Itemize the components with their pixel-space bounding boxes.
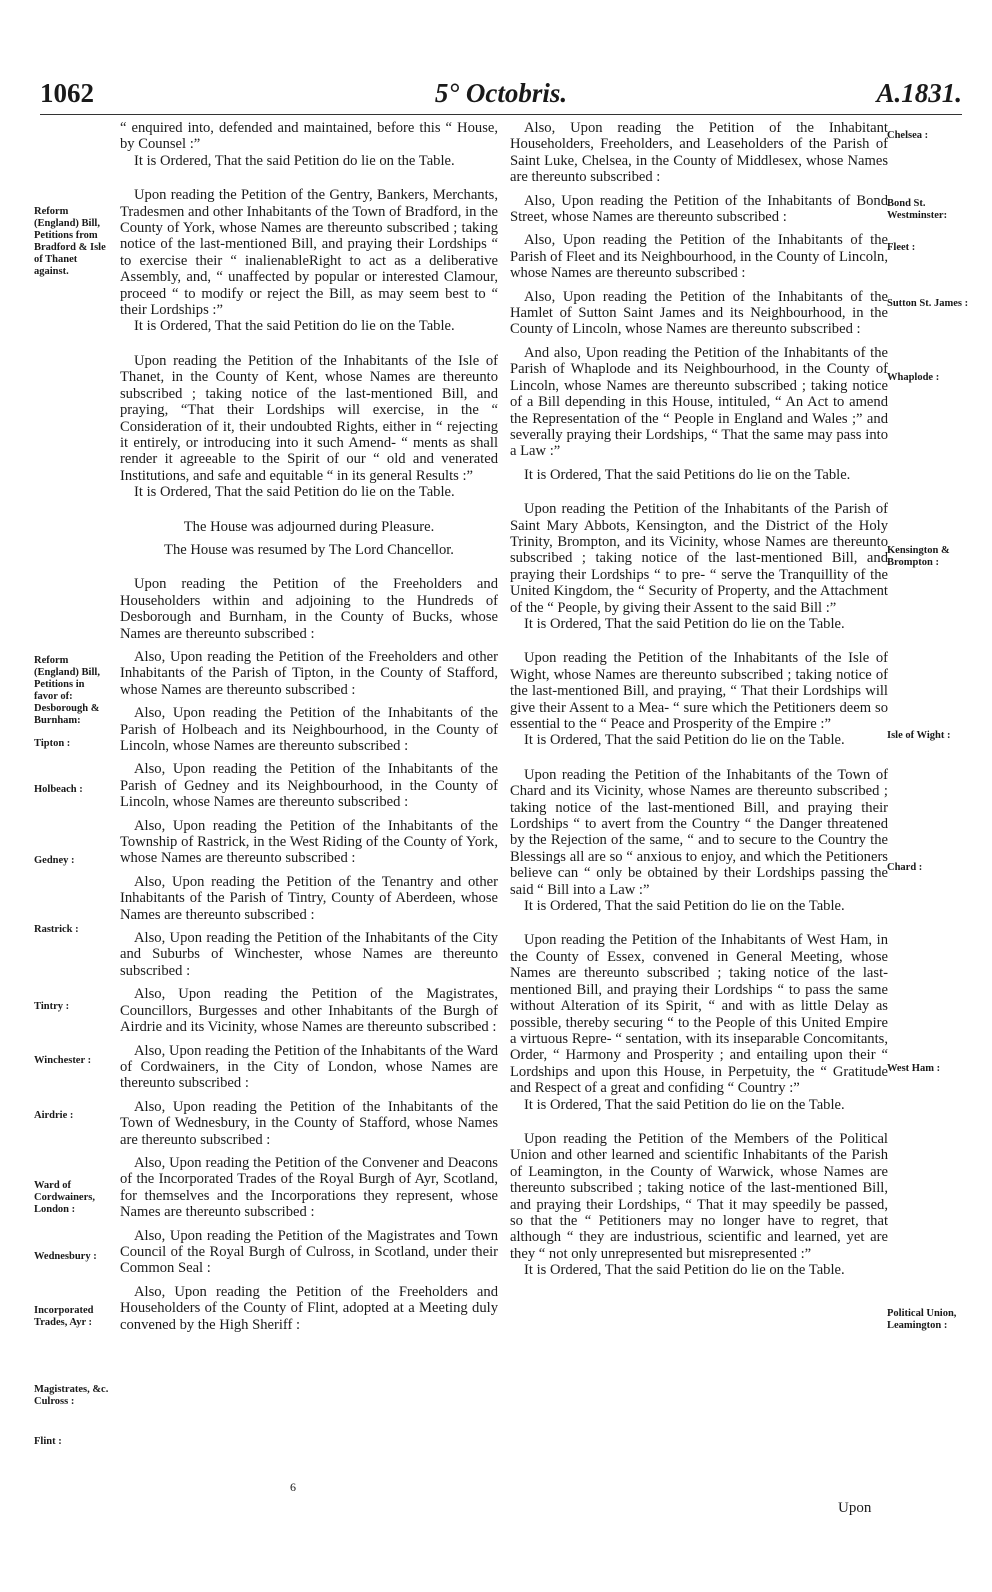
paragraph: Also, Upon reading the Petition of the Inhabitants of the Parish of Gedney and its Neighbourhood, in the County of Lincoln, whose Names are thereunto subscribed : [120, 761, 498, 811]
resumption-note: The House was resumed by The Lord Chancellor. [164, 541, 454, 558]
paragraph: Also, Upon reading the Petition of the Convener and Deacons of the Incorporated Trades of the Royal Burgh of Ayr, Scotland, for themselves and the Incorporations they represent, whose Names are thereunto subscribed : [120, 1154, 498, 1221]
paragraph: Upon reading the Petition of the Members of the Political Union and other learned and scientific Inhabitants of the Parish of Leamington, in the County of Warwick, whose Names are thereunto subscribed ; taking notice of the last-mentioned Bill, and praying their Lordships, “ That it may speedily be passed, so that the “ Petitioners may no longer have to regret, that although “ they are industrious, scientific and learned, yet are they “ not only unrepresented but misrepresented :” [510, 1130, 888, 1262]
page-header [40, 78, 962, 114]
margin-note: Kensington & Brompton : [887, 545, 950, 568]
margin-note: Bond St. Westminster: [887, 198, 948, 221]
margin-note: Gedney : [34, 855, 75, 866]
order-paragraph: It is Ordered, That the said Petition do lie on the Table. [134, 152, 455, 169]
margin-note: Airdrie : [34, 1110, 74, 1121]
paragraph: Also, Upon reading the Petition of the Inhabitants of the Hamlet of Sutton Saint James and its Neighbourhood, in the County of Lincoln, whose Names are thereunto subscribed : [510, 288, 888, 338]
paragraph: Also, Upon reading the Petition of the Tenantry and other Inhabitants of the Parish of Tintry, County of Aberdeen, whose Names are thereunto subscribed : [120, 873, 498, 923]
right-column [510, 120, 888, 1279]
margin-note: Political Union, Leamington : [887, 1308, 957, 1331]
margin-note: West Ham : [887, 1063, 941, 1074]
margin-note: Tipton : [34, 738, 71, 749]
page-number: 1062 [40, 78, 94, 108]
order-paragraph: It is Ordered, That the said Petition do lie on the Table. [524, 1262, 845, 1279]
paragraph: Upon reading the Petition of the Inhabitants of the Parish of Saint Mary Abbots, Kensington, and the District of the Holy Trinity, Brompton, and its Vicinity, whose Names are thereunto subscribed ; taking notice of the last-mentioned Bill, and praying their Lordships “ to pre- “ serve the Tranquillity of the United Kingdom, the “ Security of Property, and the Attachment of the “ People, by giving their Assent to the said Bill :” [510, 501, 888, 616]
order-paragraph: It is Ordered, That the said Petition do lie on the Table. [524, 1096, 845, 1113]
margin-note: Tintry : [34, 1001, 70, 1012]
margin-note: Flint : [34, 1436, 62, 1447]
page-year: A.1831. [876, 78, 962, 108]
paragraph: Upon reading the Petition of the Inhabitants of the Town of Chard and its Vicinity, whose Names are thereunto subscribed ; taking notice of the last-mentioned Bill, and praying their Lordships “ to avert from the Country “ the Danger threatened by the Rejection of the same, “ and to secure to the Country the Blessings all are so “ anxious to enjoy, and which the Petitioners believe can “ only be obtained by their Lordships passing the said “ Bill into a Law :” [510, 766, 888, 898]
order-paragraph: It is Ordered, That the said Petition do lie on the Table. [524, 898, 845, 915]
order-paragraph: It is Ordered, That the said Petition do lie on the Table. [524, 732, 845, 749]
paragraph: Upon reading the Petition of the Inhabitants of the Isle of Thanet, in the County of Kent, whose Names are thereunto subscribed ; taking notice of the last-mentioned Bill, and praying, “That their Lordships will exercise, in the “ Consideration of it, their undoubted Rights, either in “ rejecting it entirely, or introducing into it such Amend- “ ments as shall render it agreeable to the Spirit of our “ old and venerated Institutions, and safe and equitable “ in its general Results :” [120, 352, 498, 484]
margin-note: Wednesbury : [34, 1251, 97, 1262]
paragraph: Also, Upon reading the Petition of the Inhabitants of the Parish of Fleet and its Neighbourhood, in the County of Lincoln, whose Names are thereunto subscribed : [510, 232, 888, 282]
paragraph: Also, Upon reading the Petition of the Magistrates and Town Council of the Royal Burgh of Culross, in Scotland, under their Common Seal : [120, 1227, 498, 1277]
paragraph: Also, Upon reading the Petition of the Inhabitants of Bond Street, whose Names are thereunto subscribed : [510, 192, 888, 226]
order-paragraph: It is Ordered, That the said Petition do lie on the Table. [134, 484, 455, 501]
paragraph: Also, Upon reading the Petition of the Inhabitants of the City and Suburbs of Winchester, whose Names are thereunto subscribed : [120, 930, 498, 979]
header-rule [40, 114, 962, 115]
paragraph: Also, Upon reading the Petition of the Freeholders and other Inhabitants of the Parish of Tipton, in the County of Stafford, whose Names are thereunto subscribed : [120, 648, 498, 698]
margin-note: Fleet : [887, 242, 916, 253]
margin-note: Isle of Wight : [887, 730, 951, 741]
margin-note: Incorporated Trades, Ayr : [34, 1305, 94, 1328]
left-column [120, 120, 498, 1333]
paragraph: And also, Upon reading the Petition of the Inhabitants of the Parish of Whaplode and its Neighbourhood, in the County of Lincoln, whose Names are thereunto subscribed ; taking notice of a Bill depending in this House, intituled, “ An Act to amend the Representation of the “ People in England and Wales ;” and severally praying their Lordships, “ That the same may pass into a Law :” [510, 344, 888, 460]
order-paragraph: It is Ordered, That the said Petitions do lie on the Table. [524, 466, 851, 483]
paragraph: Upon reading the Petition of the Freeholders and Householders within and adjoining to the Hundreds of Desborough and Burnham, in the County of Bucks, whose Names are thereunto subscribed : [120, 576, 498, 642]
signature-mark: 6 [290, 1480, 296, 1494]
page-date: 5° Octobris. [434, 78, 568, 108]
order-paragraph: It is Ordered, That the said Petition do lie on the Table. [134, 318, 455, 335]
paragraph: Also, Upon reading the Petition of the Freeholders and Householders of the County of Flint, adopted at a Meeting duly convened by the High Sheriff : [120, 1283, 498, 1333]
paragraph: Upon reading the Petition of the Gentry, Bankers, Merchants, Tradesmen and other Inhabitants of the Town of Bradford, in the County of York, whose Names are thereunto subscribed ; taking notice of the last-mentioned Bill, and praying their Lordships “ to exercise their “ inalienableRight to act as a deliberative Assembly, and, “ unaffected by popular or interested Clamour, proceed “ to modify or reject the Bill, as may seem best to “ their Lordships :” [120, 187, 498, 319]
margin-note: Winchester : [34, 1055, 92, 1066]
paragraph: “ enquired into, defended and maintained, before this “ House, by Counsel :” [120, 120, 498, 153]
margin-note: Chelsea : [887, 130, 929, 141]
margin-note: Reform (England) Bill, Petitions in favor of: Desborough & Burnham: [34, 655, 100, 726]
margin-note: Holbeach : [34, 784, 83, 795]
paragraph: Upon reading the Petition of the Inhabitants of the Isle of Wight, whose Names are thereunto subscribed ; taking notice of the last-mentioned Bill, and praying, “ That their Lordships will give their Assent to a Mea- “ sure which the Petitioners deem so essential to the “ Peace and Prosperity of the Empire :” [510, 650, 888, 732]
margin-note: Reform (England) Bill, Petitions from Bradford & Isle of Thanet against. [34, 206, 106, 277]
paragraph: Also, Upon reading the Petition of the Inhabitants of the Ward of Cordwainers, in the City of London, whose Names are thereunto subscribed : [120, 1042, 498, 1092]
margin-note: Whaplode : [887, 372, 940, 383]
margin-note: Chard : [887, 862, 923, 873]
margin-note: Magistrates, &c. Culross : [34, 1384, 109, 1407]
paragraph: Upon reading the Petition of the Inhabitants of West Ham, in the County of Essex, convened in General Meeting, whose Names are thereunto subscribed ; taking notice of the last-mentioned Bill, and praying their Lordships “ to pass the same without Alteration of its Spirit, “ and with as little Delay as possible, thereby securing “ to the People of this United Empire a virtuous Repre- “ sentation, with its inseparable Concomitants, Order, “ Harmony and Prosperity ; and entailing upon their “ Lordships and upon this House, in Perpetuity, the “ Gratitude and Respect of a great and confiding “ Country :” [510, 932, 888, 1097]
paragraph: Also, Upon reading the Petition of the Inhabitants of the Township of Rastrick, in the West Riding of the County of York, whose Names are thereunto subscribed : [120, 817, 498, 867]
adjournment-note: The House was adjourned during Pleasure. [183, 518, 435, 535]
margin-note: Sutton St. James : [887, 298, 969, 309]
catchword: Upon [838, 1500, 872, 1516]
paragraph: Also, Upon reading the Petition of the Magistrates, Councillors, Burgesses and other Inhabitants of the Burgh of Airdrie and its Vicinity, whose Names are thereunto subscribed : [120, 986, 498, 1036]
paragraph: Also, Upon reading the Petition of the Inhabitants of the Parish of Holbeach and its Neighbourhood, in the County of Lincoln, whose Names are thereunto subscribed : [120, 705, 498, 754]
margin-note: Rastrick : [34, 924, 79, 935]
margin-note: Ward of Cordwainers, London : [34, 1180, 95, 1215]
order-paragraph: It is Ordered, That the said Petition do lie on the Table. [524, 615, 845, 632]
paragraph: Also, Upon reading the Petition of the Inhabitant Householders, Freeholders, and Leaseholders of the Parish of Saint Luke, Chelsea, in the County of Middlesex, whose Names are thereunto subscribed : [510, 120, 888, 186]
paragraph: Also, Upon reading the Petition of the Inhabitants of the Town of Wednesbury, in the County of Stafford, whose Names are thereunto subscribed : [120, 1098, 498, 1148]
